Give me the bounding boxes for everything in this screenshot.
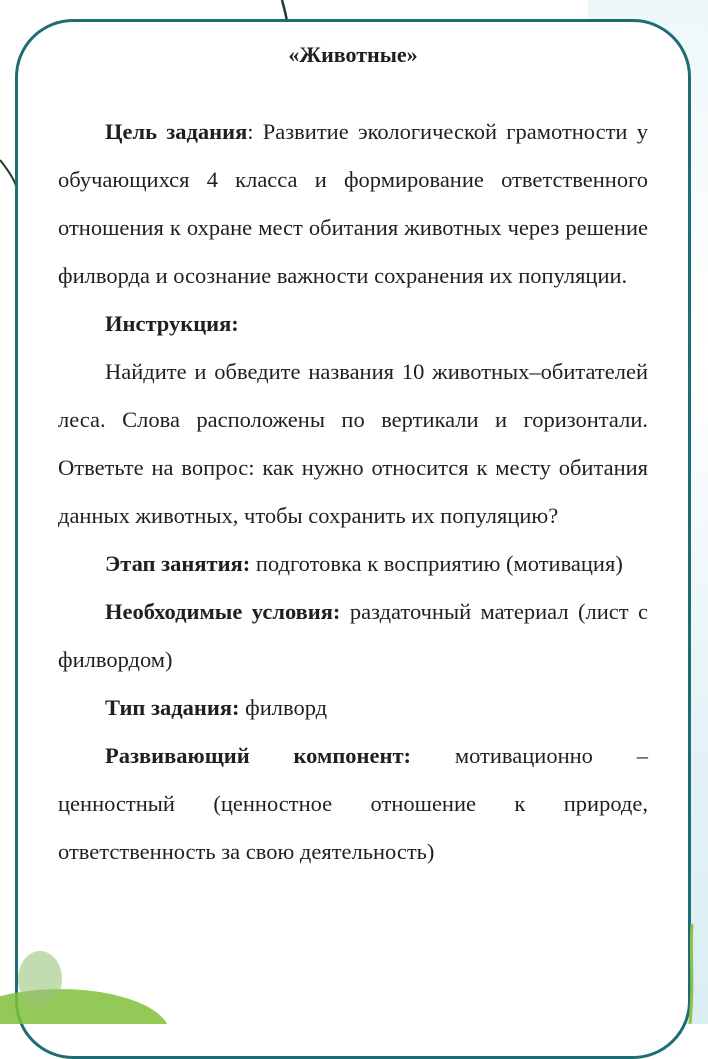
goal-label: Цель задания (105, 119, 248, 144)
document-body (58, 42, 648, 876)
task-type-label: Тип задания: (105, 695, 240, 720)
goal-text: Развитие экологической грамотности у обучающихся 4 класса и формирование ответственного отношения к охране мест обитания животных через решение филворда и осознание важности сохранения их популяции. (58, 119, 648, 288)
component-paragraph (58, 732, 648, 876)
stage-label: Этап занятия: (105, 551, 251, 576)
goal-separator: : (247, 119, 254, 144)
task-type-text: филворд (239, 695, 328, 720)
goal-paragraph (58, 108, 648, 300)
conditions-text: раздаточный материал (лист с филвордом) (58, 599, 648, 672)
instruction-label: Инструкция: (105, 311, 239, 336)
component-label: Развивающий компонент: (105, 743, 412, 768)
stage-text: подготовка к восприятию (мотивация) (250, 551, 623, 576)
conditions-paragraph (58, 588, 648, 684)
conditions-label: Необходимые условия: (105, 599, 341, 624)
component-text: мотивационно – ценностный (ценностное отношение к природе, ответственность за свою деятельность) (58, 743, 649, 864)
instruction-heading (58, 300, 648, 348)
task-type-paragraph (58, 684, 648, 732)
document-title: «Животные» (288, 42, 418, 67)
stage-paragraph (58, 540, 648, 588)
instruction-text: Найдите и обведите названия 10 животных–обитателей леса. Слова расположены по вертикали и горизонтали. Ответьте на вопрос: как нужно относится к месту обитания данных животных, чтобы сохранить их популяцию? (58, 359, 648, 528)
